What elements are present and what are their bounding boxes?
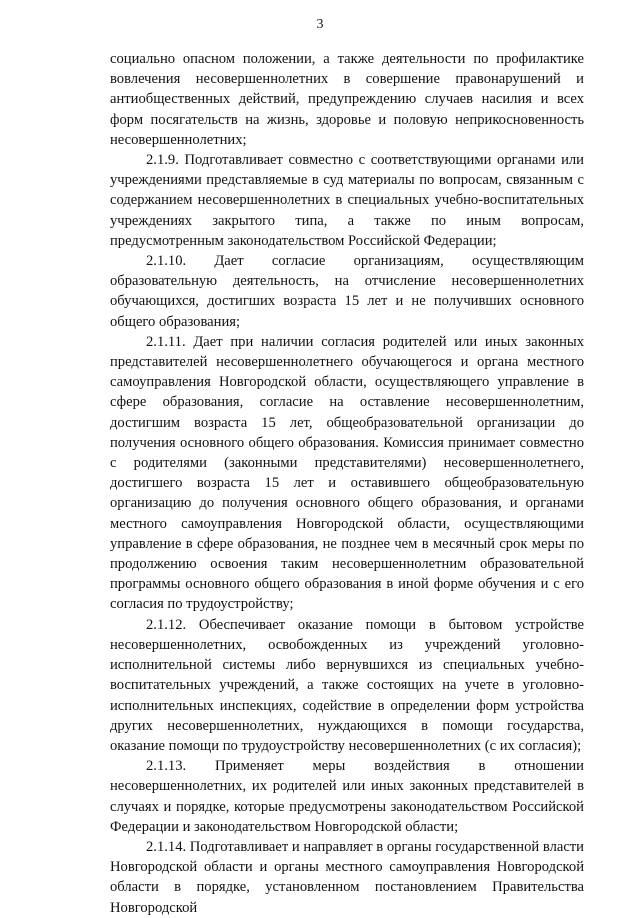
paragraph-2-1-9: 2.1.9. Подготавливает совместно с соответствующими органами или учреждениями представляемые в суд материалы по вопросам, связанным с содержанием несовершеннолетних в специальных учебно-воспитательных учреждениях закрытого типа, а также по иным вопросам, предусмотренным законодательством Российской Федерации; xyxy=(110,152,584,249)
paragraph-2-1-10: 2.1.10. Дает согласие организациям, осуществляющим образовательную деятельность, на отчисление несовершеннолетних обучающихся, достигших возраста 15 лет и не получивших основного общего образования; xyxy=(110,253,584,330)
paragraph-continuation: социально опасном положении, а также деятельности по профилактике вовлечения несовершеннолетних в совершение правонарушений и антиобщественных действий, предупреждению случаев насилия и всех форм посягательств на жизнь, здоровье и половую неприкосновенность несовершеннолетних; xyxy=(110,51,584,148)
paragraph-2-1-11: 2.1.11. Дает при наличии согласия родителей или иных законных представителей несовершеннолетнего обучающегося и органа местного самоуправления Новгородской области, осуществляющего управление в сфере образования, согласие на оставление несовершеннолетним, достигшим возраста 15 лет, общеобразовательной организации до получения основного общего образования. Комиссия принимает совместно с родителями (законными представителями) несовершеннолетнего, достигшего возраста 15 лет и оставившего общеобразовательную организацию до получения основного общего образования, и органами местного самоуправления Новгородской области, осуществляющими управление в сфере образования, не позднее чем в месячный срок меры по продолжению освоения таким несовершеннолетним образовательной программы основного общего образования в иной форме обучения и с его согласия по трудоустройству; xyxy=(110,333,584,613)
document-body xyxy=(110,49,584,918)
paragraph-2-1-13: 2.1.13. Применяет меры воздействия в отношении несовершеннолетних, их родителей или иных законных представителей в случаях и порядке, которые предусмотрены законодательством Российской Федерации и законодательством Новгородской области; xyxy=(110,758,584,835)
paragraph-2-1-14: 2.1.14. Подготавливает и направляет в органы государственной власти Новгородской области и органы местного самоуправления Новгородской области в порядке, установленном постановлением Правительства Новгородской xyxy=(110,838,584,916)
page-number: 3 xyxy=(316,17,324,32)
paragraph-2-1-12: 2.1.12. Обеспечивает оказание помощи в бытовом устройстве несовершеннолетних, освобожденных из учреждений уголовно-исполнительной системы либо вернувшихся из специальных учебно-воспитательных учреждений, а также состоящих на учете в уголовно-исполнительных инспекциях, содействие в определении форм устройства других несовершеннолетних, нуждающихся в помощи государства, оказание помощи по трудоустройству несовершеннолетних (с их согласия); xyxy=(110,616,584,754)
